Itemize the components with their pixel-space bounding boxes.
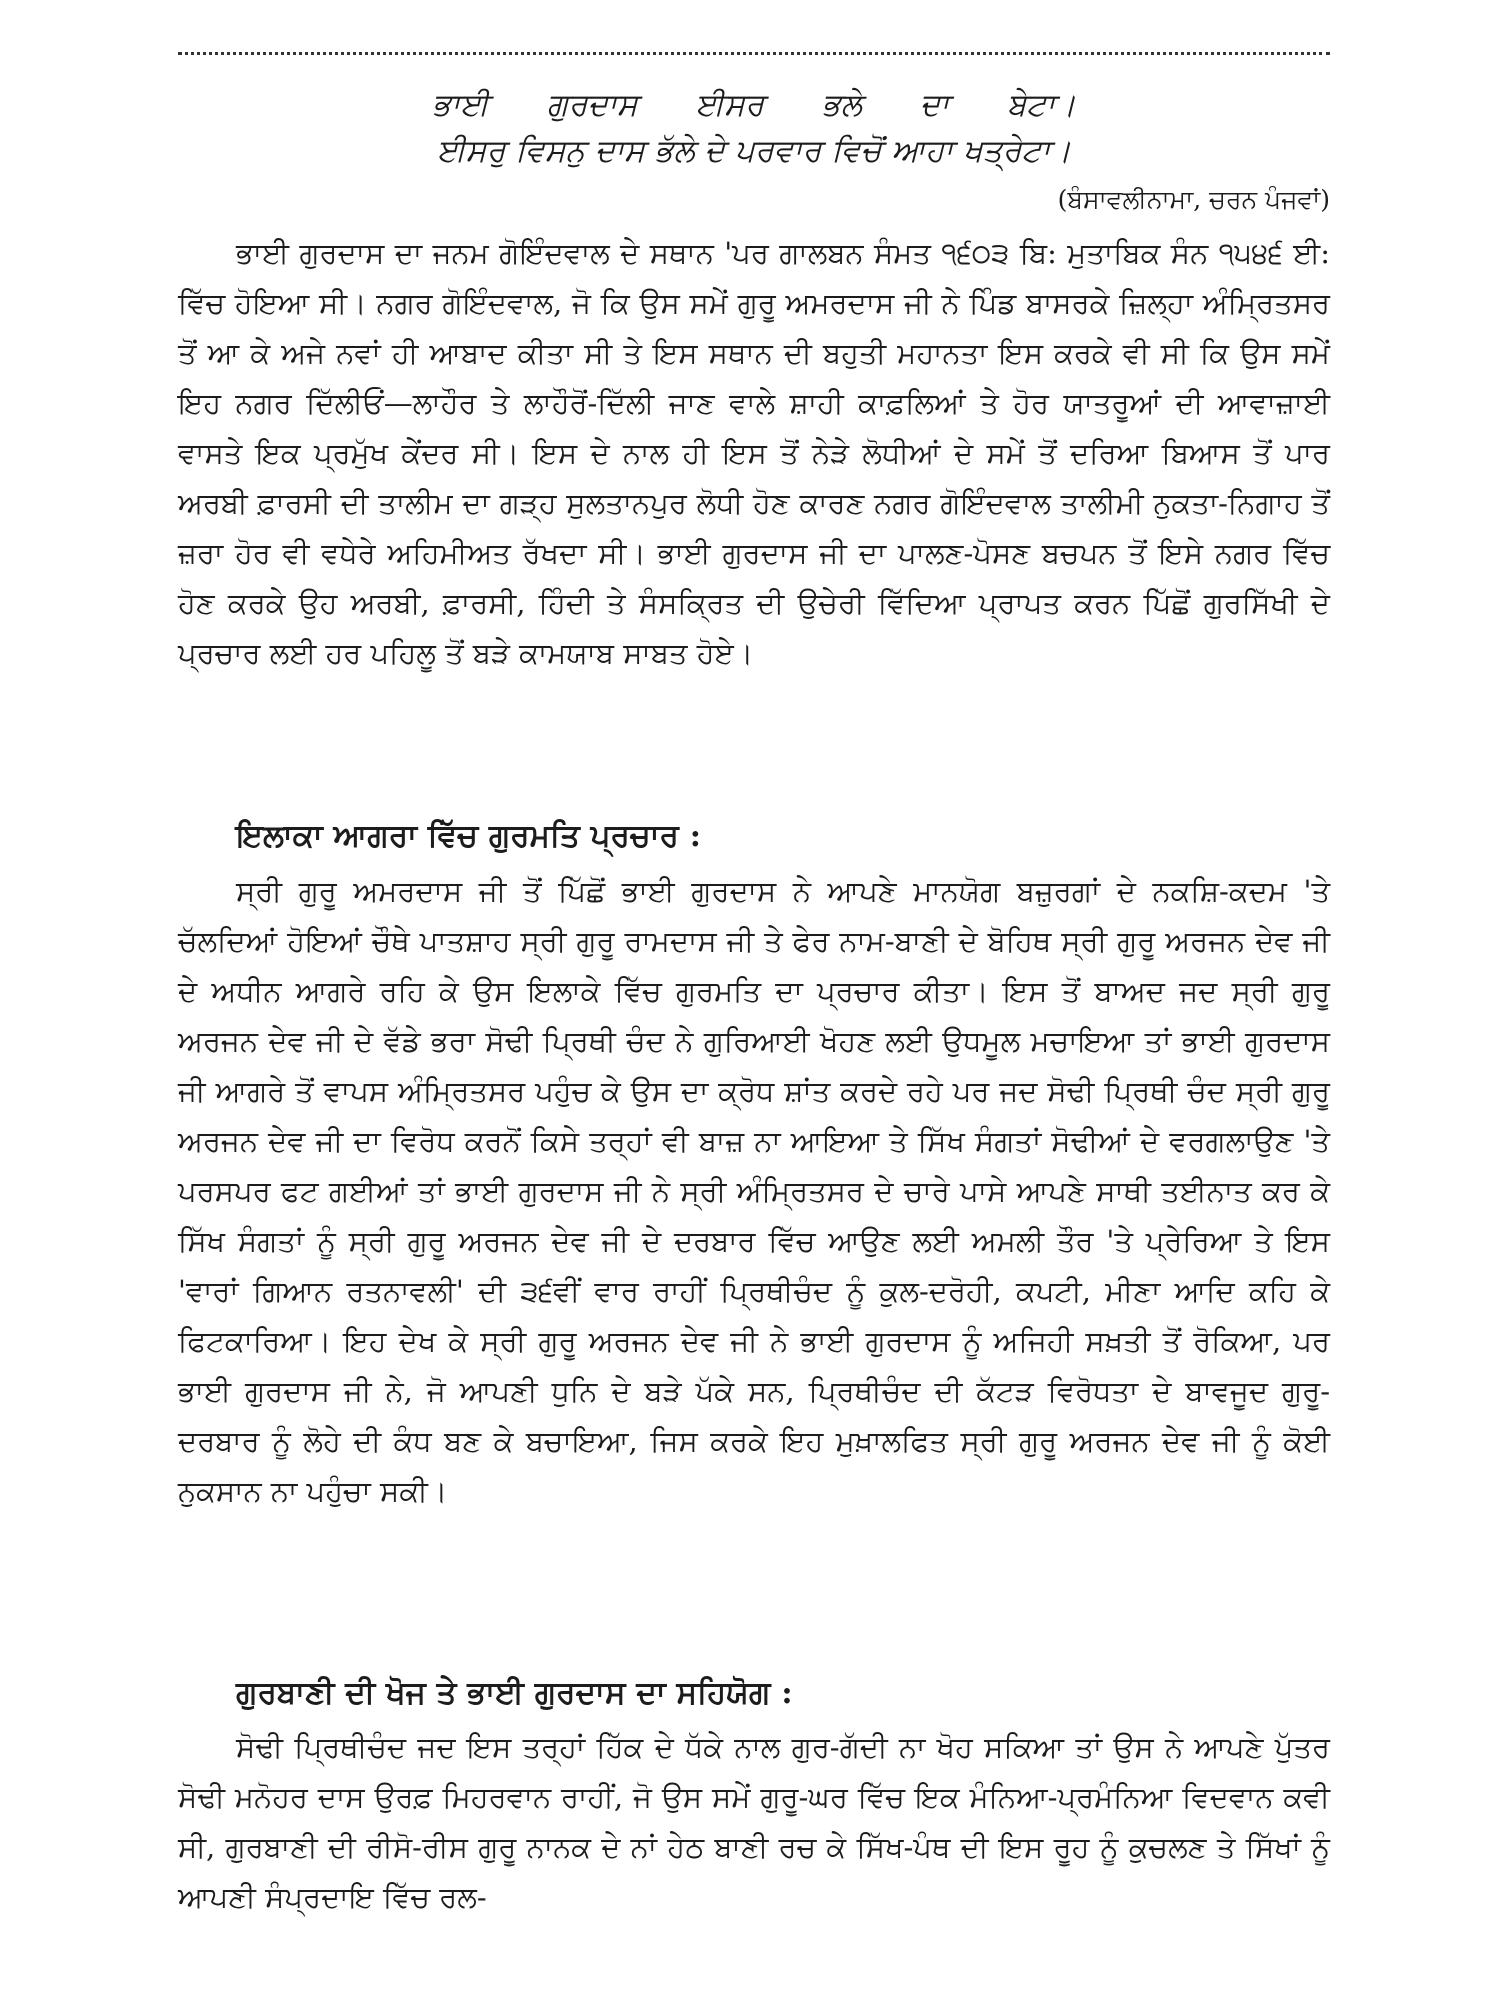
paragraph-birth: ਭਾਈ ਗੁਰਦਾਸ ਦਾ ਜਨਮ ਗੋਇੰਦਵਾਲ ਦੇ ਸਥਾਨ 'ਪਰ ਗਾਲਬਨ ਸੰਮਤ ੧੬੦੩ ਬਿ: ਮੁਤਾਬਿਕ ਸੰਨ ੧੫੪੬ ਈ: ਵਿੱਚ ਹੋਇਆ ਸੀ। ਨਗਰ ਗੋਇੰਦਵਾਲ, ਜੋ ਕਿ ਉਸ ਸਮੇਂ ਗੁਰੂ ਅਮਰਦਾਸ ਜੀ ਨੇ ਪਿੰਡ ਬਾਸਰਕੇ ਜ਼ਿਲ੍ਹਾ ਅੰਮ੍ਰਿਤਸਰ ਤੋਂ ਆ ਕੇ ਅਜੇ ਨਵਾਂ ਹੀ ਆਬਾਦ ਕੀਤਾ ਸੀ ਤੇ ਇਸ ਸਥਾਨ ਦੀ ਬਹੁਤੀ ਮਹਾਨਤਾ ਇਸ ਕਰਕੇ ਵੀ ਸੀ ਕਿ ਉਸ ਸਮੇਂ ਇਹ ਨਗਰ ਦਿੱਲੀਓਂ—ਲਾਹੌਰ ਤੇ ਲਾਹੌਰੋਂ-ਦਿੱਲੀ ਜਾਣ ਵਾਲੇ ਸ਼ਾਹੀ ਕਾਫ਼ਲਿਆਂ ਤੇ ਹੋਰ ਯਾਤਰੂਆਂ ਦੀ ਆਵਾਜ਼ਾਈ ਵਾਸਤੇ ਇਕ ਪ੍ਰਮੁੱਖ ਕੇਂਦਰ ਸੀ। ਇਸ ਦੇ ਨਾਲ ਹੀ ਇਸ ਤੋਂ ਨੇੜੇ ਲੋਧੀਆਂ ਦੇ ਸਮੇਂ ਤੋਂ ਦਰਿਆ ਬਿਆਸ ਤੋਂ ਪਾਰ ਅਰਬੀ ਫ਼ਾਰਸੀ ਦੀ ਤਾਲੀਮ ਦਾ ਗੜ੍ਹ ਸੁਲਤਾਨਪੁਰ ਲੋਧੀ ਹੋਣ ਕਾਰਣ ਨਗਰ ਗੋਇੰਦਵਾਲ ਤਾਲੀਮੀ ਨੁਕਤਾ-ਨਿਗਾਹ ਤੋਂ ਜ਼ਰਾ ਹੋਰ ਵੀ ਵਧੇਰੇ ਅਹਿਮੀਅਤ ਰੱਖਦਾ ਸੀ। ਭਾਈ ਗੁਰਦਾਸ ਜੀ ਦਾ ਪਾਲਣ-ਪੋਸਣ ਬਚਪਨ ਤੋਂ ਇਸੇ ਨਗਰ ਵਿੱਚ ਹੋਣ ਕਰਕੇ ਉਹ ਅਰਬੀ, ਫ਼ਾਰਸੀ, ਹਿੰਦੀ ਤੇ ਸੰਸਕ੍ਰਿਤ ਦੀ ਉਚੇਰੀ ਵਿੱਦਿਆ ਪ੍ਰਾਪਤ ਕਰਨ ਪਿੱਛੋਂ ਗੁਰਸਿੱਖੀ ਦੇ ਪ੍ਰਚਾਰ ਲਈ ਹਰ ਪਹਿਲੂ ਤੋਂ ਬੜੇ ਕਾਮਯਾਬ ਸਾਬਤ ਹੋਏ। bbox=[178, 236, 1330, 670]
verse-line-1: ਭਾਈ ਗੁਰਦਾਸ ਈਸਰ ਭਲੇ ਦਾ ਬੇਟਾ। bbox=[432, 87, 1076, 123]
paragraph-gurbani: ਸੋਢੀ ਪ੍ਰਿਥੀਚੰਦ ਜਦ ਇਸ ਤਰ੍ਹਾਂ ਹਿੱਕ ਦੇ ਧੱਕੇ ਨਾਲ ਗੁਰ-ਗੱਦੀ ਨਾ ਖੋਹ ਸਕਿਆ ਤਾਂ ਉਸ ਨੇ ਆਪਣੇ ਪੁੱਤਰ ਸੋਢੀ ਮਨੋਹਰ ਦਾਸ ਉਰਫ਼ ਮਿਹਰਵਾਨ ਰਾਹੀਂ, ਜੋ ਉਸ ਸਮੇਂ ਗੁਰੂ-ਘਰ ਵਿੱਚ ਇਕ ਮੰਨਿਆ-ਪ੍ਰਮੰਨਿਆ ਵਿਦਵਾਨ ਕਵੀ ਸੀ, ਗੁਰਬਾਣੀ ਦੀ ਰੀਸੋ-ਰੀਸ ਗੁਰੂ ਨਾਨਕ ਦੇ ਨਾਂ ਹੇਠ ਬਾਣੀ ਰਚ ਕੇ ਸਿੱਖ-ਪੰਥ ਦੀ ਇਸ ਰੂਹ ਨੂੰ ਕੁਚਲਣ ਤੇ ਸਿੱਖਾਂ ਨੂੰ ਆਪਣੀ ਸੰਪ੍ਰਦਾਇ ਵਿੱਚ ਰਲ- bbox=[178, 1730, 1330, 1914]
paragraph-agra: ਸ੍ਰੀ ਗੁਰੂ ਅਮਰਦਾਸ ਜੀ ਤੋਂ ਪਿੱਛੋਂ ਭਾਈ ਗੁਰਦਾਸ ਨੇ ਆਪਣੇ ਮਾਨਯੋਗ ਬਜ਼ੁਰਗਾਂ ਦੇ ਨਕਸ਼ਿ-ਕਦਮ 'ਤੇ ਚੱਲਦਿਆਂ ਹੋਇਆਂ ਚੌਥੇ ਪਾਤਸ਼ਾਹ ਸ੍ਰੀ ਗੁਰੂ ਰਾਮਦਾਸ ਜੀ ਤੇ ਫੇਰ ਨਾਮ-ਬਾਣੀ ਦੇ ਬੋਹਿਥ ਸ੍ਰੀ ਗੁਰੂ ਅਰਜਨ ਦੇਵ ਜੀ ਦੇ ਅਧੀਨ ਆਗਰੇ ਰਹਿ ਕੇ ਉਸ ਇਲਾਕੇ ਵਿੱਚ ਗੁਰਮਤਿ ਦਾ ਪ੍ਰਚਾਰ ਕੀਤਾ। ਇਸ ਤੋਂ ਬਾਅਦ ਜਦ ਸ੍ਰੀ ਗੁਰੂ ਅਰਜਨ ਦੇਵ ਜੀ ਦੇ ਵੱਡੇ ਭਰਾ ਸੋਢੀ ਪ੍ਰਿਥੀ ਚੰਦ ਨੇ ਗੁਰਿਆਈ ਖੋਹਣ ਲਈ ਉਧਮੂਲ ਮਚਾਇਆ ਤਾਂ ਭਾਈ ਗੁਰਦਾਸ ਜੀ ਆਗਰੇ ਤੋਂ ਵਾਪਸ ਅੰਮ੍ਰਿਤਸਰ ਪਹੁੰਚ ਕੇ ਉਸ ਦਾ ਕ੍ਰੋਧ ਸ਼ਾਂਤ ਕਰਦੇ ਰਹੇ ਪਰ ਜਦ ਸੋਢੀ ਪ੍ਰਿਥੀ ਚੰਦ ਸ੍ਰੀ ਗੁਰੂ ਅਰਜਨ ਦੇਵ ਜੀ ਦਾ ਵਿਰੋਧ ਕਰਨੋਂ ਕਿਸੇ ਤਰ੍ਹਾਂ ਵੀ ਬਾਜ਼ ਨਾ ਆਇਆ ਤੇ ਸਿੱਖ ਸੰਗਤਾਂ ਸੋਢੀਆਂ ਦੇ ਵਰਗਲਾਉਣ 'ਤੇ ਪਰਸਪਰ ਫਟ ਗਈਆਂ ਤਾਂ ਭਾਈ ਗੁਰਦਾਸ ਜੀ ਨੇ ਸ੍ਰੀ ਅੰਮ੍ਰਿਤਸਰ ਦੇ ਚਾਰੇ ਪਾਸੇ ਆਪਣੇ ਸਾਥੀ ਤਈਨਾਤ ਕਰ ਕੇ ਸਿੱਖ ਸੰਗਤਾਂ ਨੂੰ ਸ੍ਰੀ ਗੁਰੂ ਅਰਜਨ ਦੇਵ ਜੀ ਦੇ ਦਰਬਾਰ ਵਿੱਚ ਆਉਣ ਲਈ ਅਮਲੀ ਤੌਰ 'ਤੇ ਪ੍ਰੇਰਿਆ ਤੇ ਇਸ 'ਵਾਰਾਂ ਗਿਆਨ ਰਤਨਾਵਲੀ' ਦੀ ੩੬ਵੀਂ ਵਾਰ ਰਾਹੀਂ ਪ੍ਰਿਥੀਚੰਦ ਨੂੰ ਕੁਲ-ਦਰੋਹੀ, ਕਪਟੀ, ਮੀਣਾ ਆਦਿ ਕਹਿ ਕੇ ਫਿਟਕਾਰਿਆ। ਇਹ ਦੇਖ ਕੇ ਸ੍ਰੀ ਗੁਰੂ ਅਰਜਨ ਦੇਵ ਜੀ ਨੇ ਭਾਈ ਗੁਰਦਾਸ ਨੂੰ ਅਜਿਹੀ ਸਖ਼ਤੀ ਤੋਂ ਰੋਕਿਆ, ਪਰ ਭਾਈ ਗੁਰਦਾਸ ਜੀ ਨੇ, ਜੋ ਆਪਣੀ ਧੁਨਿ ਦੇ ਬੜੇ ਪੱਕੇ ਸਨ, ਪ੍ਰਿਥੀਚੰਦ ਦੀ ਕੱਟੜ ਵਿਰੋਧਤਾ ਦੇ ਬਾਵਜੂਦ ਗੁਰੂ-ਦਰਬਾਰ ਨੂੰ ਲੋਹੇ ਦੀ ਕੰਧ ਬਣ ਕੇ ਬਚਾਇਆ, ਜਿਸ ਕਰਕੇ ਇਹ ਮੁਖ਼ਾਲਫਿਤ ਸ੍ਰੀ ਗੁਰੂ ਅਰਜਨ ਦੇਵ ਜੀ ਨੂੰ ਕੋਈ ਨੁਕਸਾਨ ਨਾ ਪਹੁੰਚਾ ਸਕੀ। bbox=[178, 874, 1330, 1508]
top-dotted-rule bbox=[178, 52, 1330, 55]
section-heading-agra: ਇਲਾਕਾ ਆਗਰਾ ਵਿੱਚ ਗੁਰਮਤਿ ਪ੍ਰਚਾਰ : bbox=[236, 818, 702, 854]
verse-citation: (ਬੰਸਾਵਲੀਨਾਮਾ, ਚਰਨ ਪੰਜਵਾਂ) bbox=[1057, 185, 1330, 214]
verse-line-2: ਈਸਰੁ ਵਿਸਨੁ ਦਾਸ ਭੱਲੇ ਦੇ ਪਰਵਾਰ ਵਿਚੋਂ ਆਹਾ ਖਤ੍ਰੇਟਾ। bbox=[436, 133, 1072, 169]
section-heading-gurbani: ਗੁਰਬਾਣੀ ਦੀ ਖੋਜ ਤੇ ਭਾਈ ਗੁਰਦਾਸ ਦਾ ਸਹਿਯੋਗ : bbox=[236, 1675, 793, 1711]
